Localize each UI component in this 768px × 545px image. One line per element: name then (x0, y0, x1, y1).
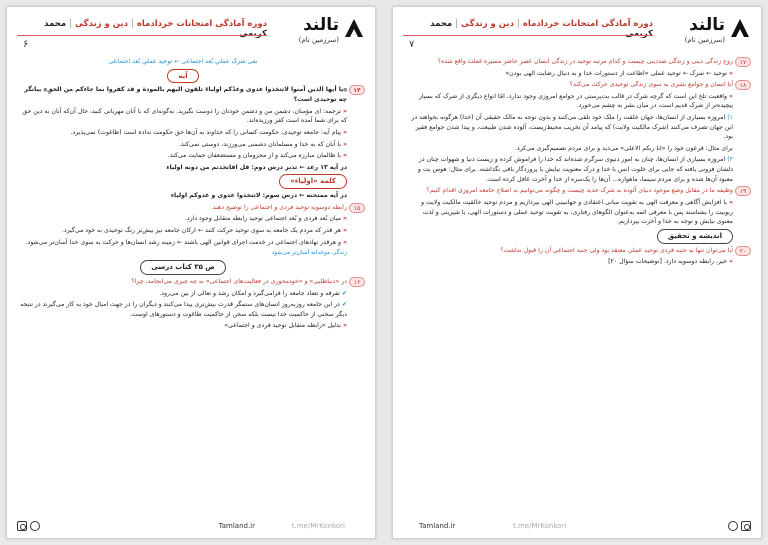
left-content (19, 57, 365, 512)
text-line (19, 191, 365, 201)
instagram-icon[interactable] (17, 521, 27, 531)
line-text: با ظالمان مبارزه می‌کند و از محرومان و مستضعفان حمایت می‌کند. (167, 152, 341, 160)
site-link[interactable]: Tamland.ir (218, 522, 255, 530)
line-text: در «دنیاطلبی» و «خودمحوری در فعالیت‌های اجتماعی» به چه چیزی می‌انجامد. چرا؟ (131, 278, 347, 286)
text-line (19, 151, 365, 161)
line-text: رابطه دوسویه توحید فردی و اجتماعی را توضیح دهید. (210, 203, 347, 211)
section-tag (19, 174, 365, 189)
line-text: خیر، رابطه دوسویه دارد. [توضیحات سؤال ۲۰] (608, 258, 727, 266)
logo-text: تالند (303, 15, 339, 35)
line-text: هر قدر که مردم یک جامعه به سوی توحید حرکت کنند ← ارکان جامعه نیز بیش‌تر رنگ توحیدی به خود می‌گیرد. (61, 227, 341, 234)
text-line (19, 163, 365, 173)
page-number: ۷ (409, 39, 415, 50)
text-line (19, 226, 365, 236)
line-text: با آنان که به خدا و مسلمانان دشمنی می‌ورزند، دوستی نمی‌کند. (178, 140, 341, 148)
question-line (405, 246, 751, 256)
question-line (405, 57, 751, 67)
text-line (19, 249, 365, 258)
page-header (403, 15, 751, 51)
line-text: تفرقه و تضاد جامعه را فرامی‌گیرد و امکان رشد و تعالی از بین می‌رود. (159, 289, 340, 297)
page-footer (17, 520, 365, 534)
course-name: دوره آمادگی امتحانات خردادماه (522, 19, 653, 29)
section-tag (405, 229, 751, 244)
line-text: نفی شرک عملیِ بُعد اجتماعی ← توحید عملیِ بُعد اجتماعی (108, 58, 258, 65)
line-text: و هرقدر نهادهای اجتماعی در خدمت اجرای قوانین الهی باشند ← زمینه رشد انسان‌ها و حرکت به سوی خدا آسان‌تر می‌شود. (25, 238, 341, 246)
section-tag (19, 69, 365, 84)
instagram-icon[interactable] (741, 521, 751, 531)
header-rule (17, 35, 267, 36)
question-number-badge: ۱۸ (735, 80, 751, 90)
line-text: واقعیت تلخ این است که گرچه شرک در قالب بت‌پرستی در جوامع امروزی وجود ندارد، امّا انواع دیگری از شرک که بسیار پیچیده‌تر از شرک قدیم است، در میان بشر به چشم می‌خورد. (418, 92, 733, 110)
telegram-link[interactable]: t.me/MrKonkori (513, 522, 567, 530)
item-number: ۱) (727, 114, 733, 122)
bullet-icon: « (343, 140, 347, 148)
subject-name: دین و زندگی (461, 19, 514, 29)
line-text: روح زندگی دینی و زندگی ضددینی چیست و کدام مرتبه توحید در زندگی انسان عصر حاضر مسیره غفلت واقع شده؟ (437, 58, 733, 65)
page-footer (403, 520, 751, 534)
text-line (405, 113, 751, 142)
course-title: دوره آمادگی امتحانات خردادماه|دین و زندگی|محمد کریمی (44, 19, 267, 39)
bullet-icon: « (343, 152, 347, 160)
section-tag (19, 260, 365, 275)
section-label: اندیشه و تحقیق (657, 229, 733, 244)
logo-icon (729, 17, 751, 39)
text-line (405, 92, 751, 111)
bullet-icon: « (729, 92, 733, 100)
course-title: دوره آمادگی امتحانات خردادماه|دین و زندگی|محمد کریمی (430, 19, 653, 39)
bullet-icon: « (343, 322, 347, 330)
logo (291, 15, 365, 49)
text-line (19, 289, 365, 299)
question-number-badge: ۱۹ (735, 186, 751, 196)
text-line (19, 140, 365, 150)
right-page (392, 6, 762, 539)
course-name: دوره آمادگی امتحانات خردادماه (136, 19, 267, 29)
question-line (19, 203, 365, 213)
page-header (17, 15, 365, 51)
text-line (19, 300, 365, 319)
line-text: ۞یا أیها الذین آمنوا لاتتخذوا عدوی وعدُکم اولیاءَ تلقون الیهم بالمودة و قد کفروا بما جاءکم من الحقِ۞ بیانگر چه توحیدی است؟ (24, 86, 347, 104)
text-line (19, 214, 365, 224)
right-content (405, 57, 751, 512)
bullet-icon: « (729, 258, 733, 266)
line-text: زندگی موحدانه آسان‌تر می‌شود (271, 250, 347, 257)
line-text: در آیه ممتحنه ← درس سوم: لاتتخذوا عدوی و عدوکم اولیاء (170, 192, 347, 200)
question-number-badge: ۱۴ (349, 85, 365, 95)
line-text: در آیه ۱۳ رعد ← تدبر درس دوم: قل افاتخذتم من دونه اولیاء (166, 163, 347, 171)
logo-text: تالند (689, 15, 725, 35)
logo (677, 15, 751, 49)
section-label: آیه (167, 69, 198, 84)
bullet-icon: « (343, 107, 347, 115)
text-line (405, 155, 751, 184)
line-text: با افزایش آگاهی و معرفت الهی به تقویت مبانی اعتقادی و جهانبینی الهی بپردازیم و مردم توحید خالقیت مالکیت ولایت و ربوبیت را بشناسند پس با معرفی ائمه به‌عنوان الگوهای رفتاری، به تقویت توحید عملی و دستورات الهی، با شیرینی و لذت معنوی نیایش و توجه به خدا و آخرت بپردازیم. (421, 198, 733, 226)
page-number: ۶ (23, 39, 29, 50)
text-line (19, 321, 365, 331)
question-number-badge: ۱۷ (735, 57, 751, 67)
bullet-icon: « (343, 215, 347, 223)
text-line (405, 69, 751, 79)
site-link[interactable]: Tamland.ir (419, 522, 456, 530)
line-text: آیا می‌توان تنها به جنبه فردی توحید عملی معتقد بود ولی جنبه اجتماعی آن را قبول نداشت؟ (500, 246, 733, 254)
question-line (19, 277, 365, 287)
subject-name: دین و زندگی (75, 19, 128, 29)
bullet-icon: « (343, 227, 347, 234)
text-line (19, 57, 365, 67)
question-line (405, 186, 751, 196)
line-text: بدلیل «رابطه متقابل توحید فردی و اجتماعی» (224, 322, 341, 330)
header-rule (403, 35, 653, 36)
question-line (19, 85, 365, 104)
section-label: ص ۳۵ کتاب درسی (140, 260, 225, 275)
text-line (19, 107, 365, 126)
logo-subtitle: (سرزمین تام) (298, 36, 339, 44)
line-text: امروزه بسیاری از انسان‌ها، جهان خلقت را ملک خود تلقی می‌کنند و بدون توجه به مالک حقیقی آن (خدا) هرگونه بخواهند در این جهان تصرف می‌کنند (شرک مالکیت ولایت) که پیامد آن تخریب محیط‌زیست، آلوده شدن طبیعت، و پیدا شدن جوامع فقیر بود. (411, 114, 733, 141)
text-line (19, 128, 365, 138)
bullet-icon: « (343, 128, 347, 136)
line-text: پیام آیه: جامعه توحیدی، حکومت کسانی را که خداوند به آن‌ها حق حکومت نداده است (طاغوت) نمی‌پذیرد. (70, 128, 341, 136)
telegram-link[interactable]: t.me/MrKonkori (291, 522, 345, 530)
line-text: امروزه بسیاری از انسان‌ها، چنان به امور دنیوی سرگرم شده‌اند که خدا را فراموش کرده و زیست دنیا و شهوات چنان در دلشان فزونی یافته که جایی برای خلوت انس با خدا و درک معنویت نیایش با پروردگار باقی نگذاشته. برای مثال: هوس بت و معبود آن‌ها شده و برای مردم سینما، ماهواره... آن‌ها را یک‌سره از خدا و آخرت غافل کرده است. (417, 156, 733, 183)
question-number-badge: ۱۶ (349, 277, 365, 287)
text-line (405, 257, 751, 267)
text-line (19, 238, 365, 248)
bullet-icon: « (729, 69, 733, 77)
logo-subtitle: (سرزمین تام) (684, 36, 725, 44)
logo-icon (343, 17, 365, 39)
line-text: میان بُعد فردی و بُعد اجتماعی توحید رابطه متقابل وجود دارد. (184, 215, 341, 223)
globe-icon[interactable] (30, 521, 40, 531)
left-page (6, 6, 376, 539)
question-line (405, 80, 751, 90)
author-name: محمد کریمی (430, 19, 653, 39)
text-line (405, 198, 751, 227)
checkmark-icon: ✔ (341, 301, 347, 309)
bullet-icon: « (343, 238, 347, 246)
globe-icon[interactable] (728, 521, 738, 531)
bullet-icon: « (729, 198, 733, 206)
question-number-badge: ۲۰ (735, 246, 751, 256)
item-number: ۲) (727, 156, 733, 164)
checkmark-icon: ✔ (341, 289, 347, 297)
line-text: برای مثال: فرعون خود را «انا ربکم الاعلی» می‌دید و برای مردم تصمیم‌گیری می‌کرد. (515, 144, 733, 152)
line-text: ترجمه: ای مؤمنان، دشمن من و دشمن خودتان را دوست نگیرید. به‌گونه‌ای که با آنان مهربانی کنید، حال آن‌که آنان به دین حق که برای شما آمده است کفر ورزیده‌اند. (22, 107, 347, 125)
line-text: آیا انسان و جوامع بشری به سوی زندگی توحیدی حرکت می‌کند؟ (569, 81, 733, 89)
line-text: توحید ← شرک ← توحید عملی «اطاعت از دستورات خدا و به دنبال رضایت الهی بودن» (505, 69, 727, 77)
author-name: محمد کریمی (44, 19, 267, 39)
text-line (405, 144, 751, 154)
section-label: کلمه «اولیاء» (279, 174, 347, 189)
line-text: وظیفه ما در مقابل وضع موجود دنیای آلوده به شرک جدید چیست و چگونه می‌توانیم به اصلاح جامعه امروزی اقدام کنیم؟ (426, 187, 733, 195)
line-text: در این جامعه روزبه‌روز انسان‌های ستمگر قدرت بیش‌تری پیدا می‌کنند و دیگران را در جهت امیال خود به کار می‌گیرند در نتیجه دیگر سخنی از حاکمیت خدا نیست بلکه سخن از حاکمیت طاغوت و دستورهای اوست. (20, 301, 347, 318)
question-number-badge: ۱۵ (349, 203, 365, 213)
